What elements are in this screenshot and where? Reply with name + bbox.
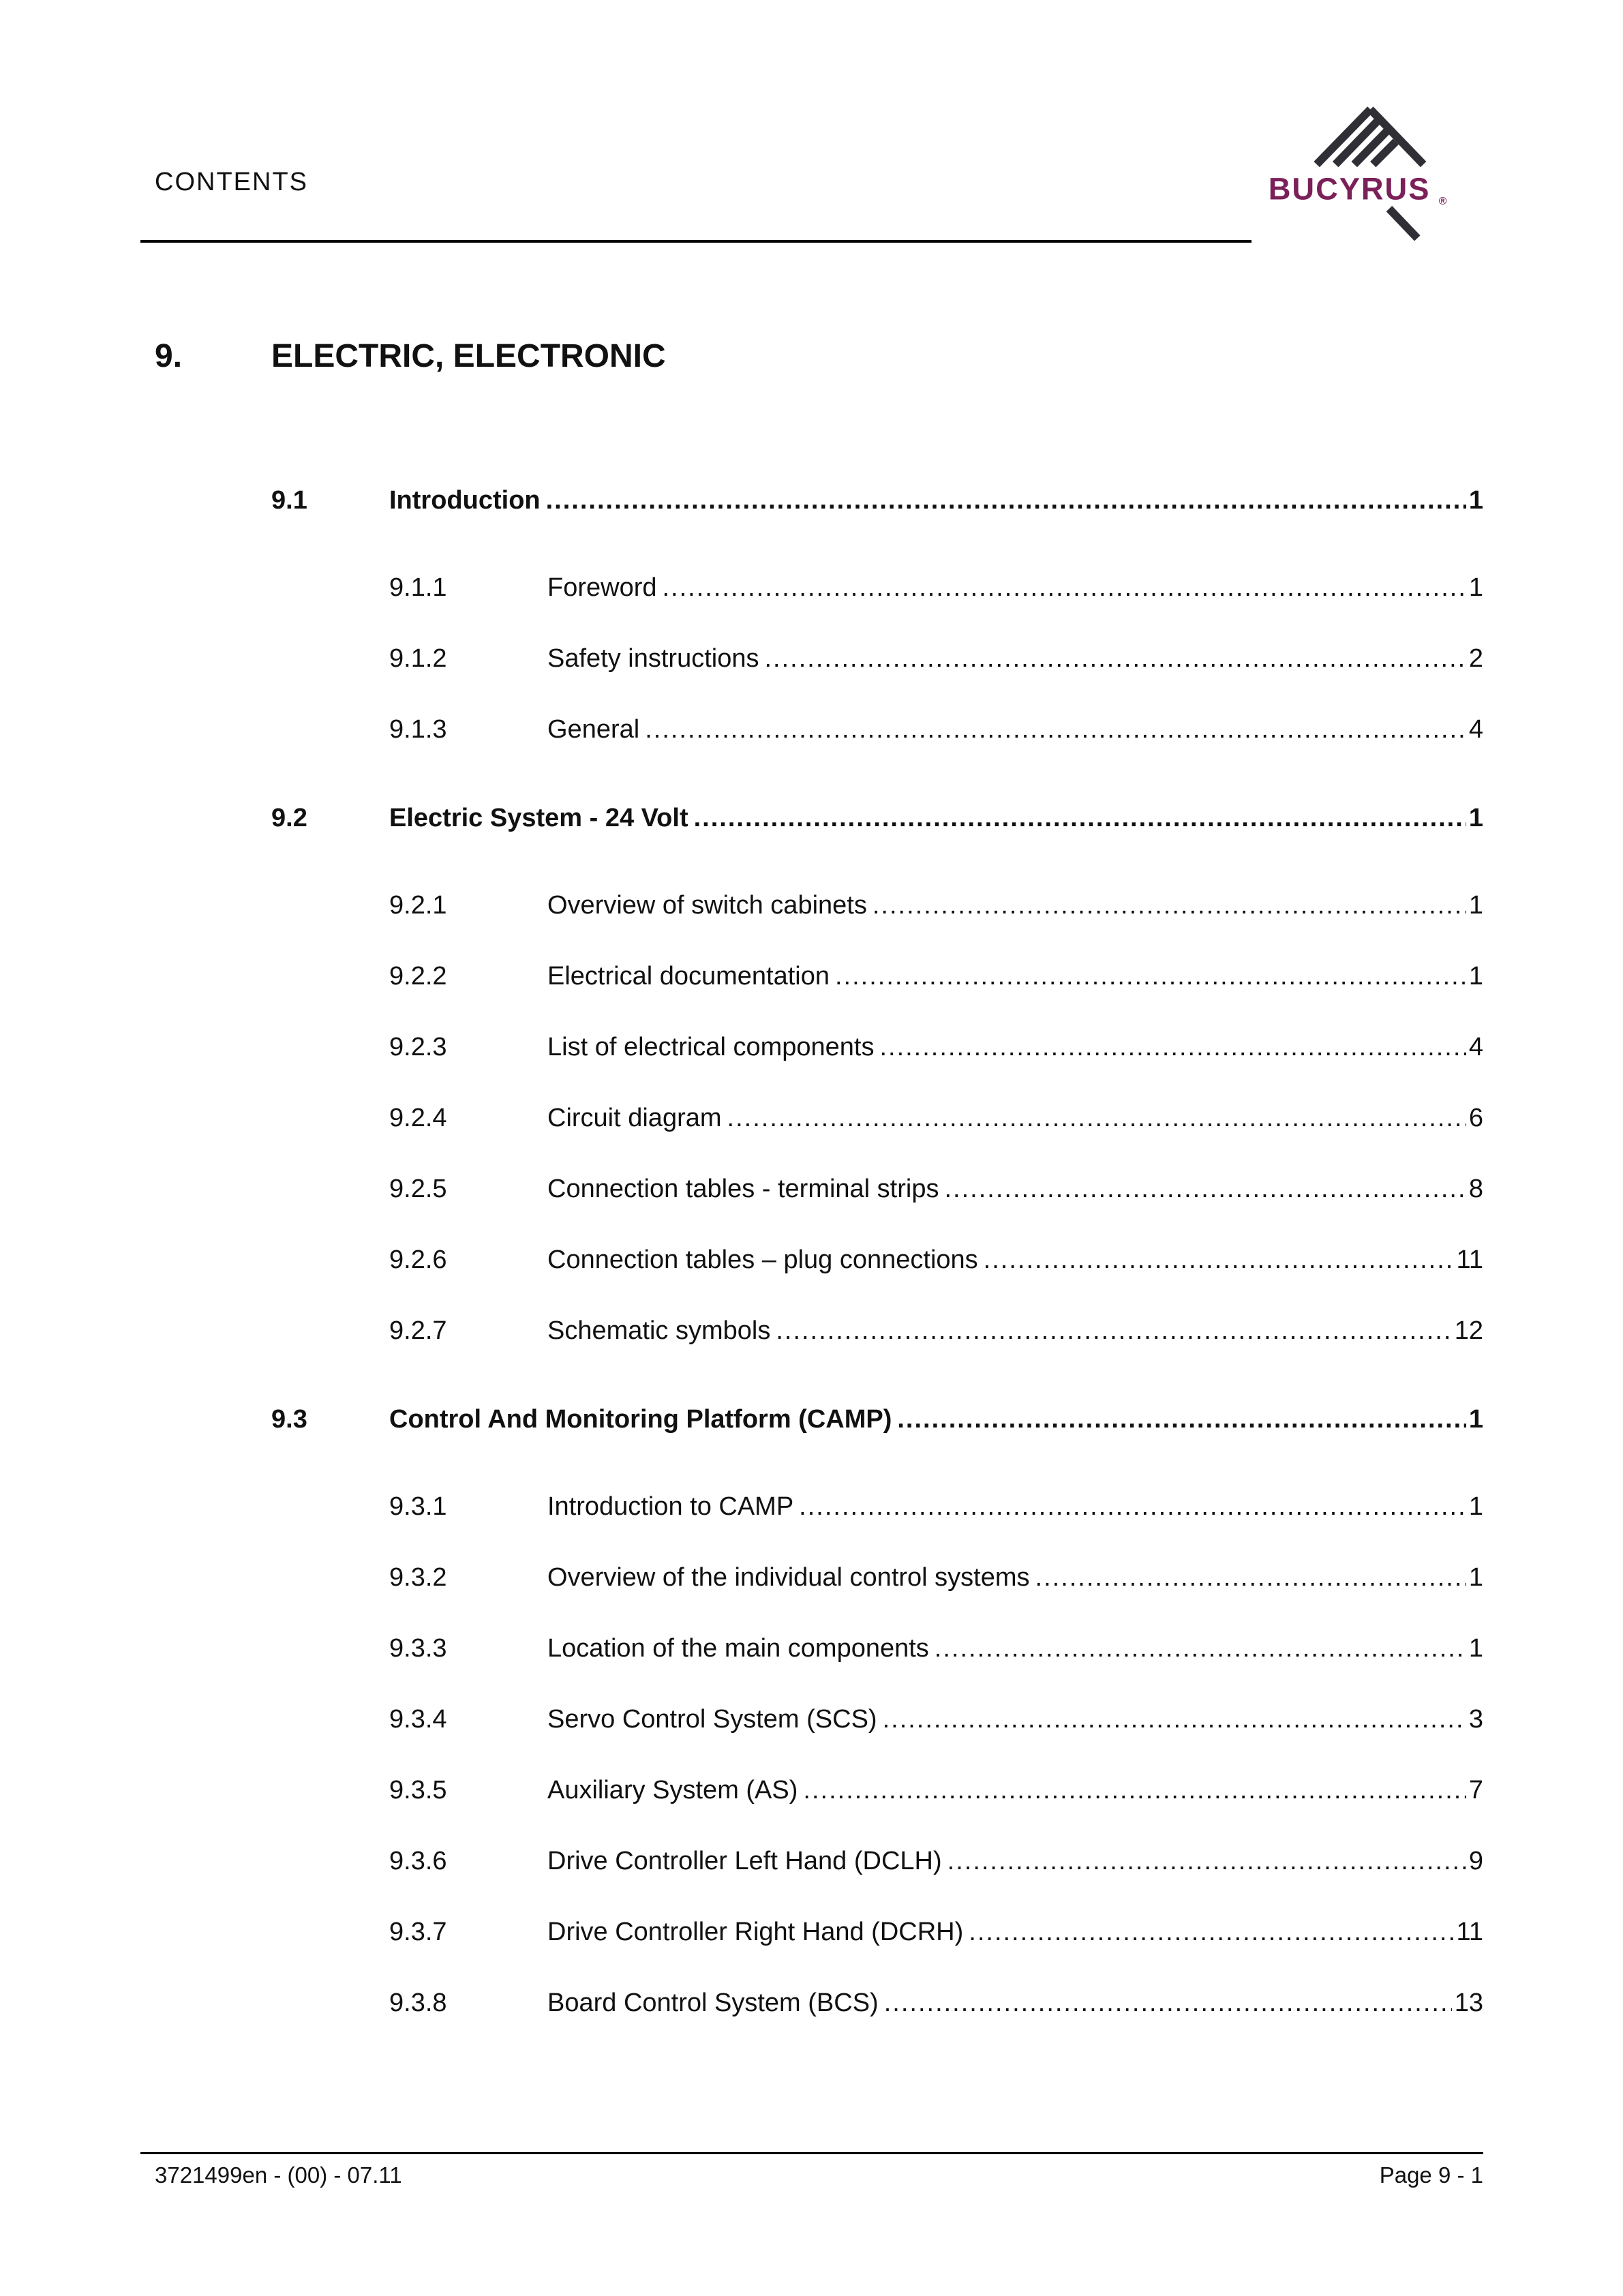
toc-entry-page: 1: [1468, 1633, 1483, 1663]
toc-entry-title: Schematic symbols: [547, 1316, 771, 1345]
toc-entry-page: 4: [1468, 714, 1483, 744]
toc-leader-dots: [897, 1405, 1466, 1434]
toc-entry-title: Connection tables – plug connections: [547, 1245, 978, 1274]
chapter-title: ELECTRIC, ELECTRONIC: [271, 338, 666, 374]
toc-entry-page: 2: [1468, 644, 1483, 673]
toc-entry: [271, 1897, 1483, 1967]
toc-entry: [271, 1684, 1483, 1755]
toc-entry: [271, 1755, 1483, 1826]
toc-entry: [271, 783, 1483, 854]
toc-entry-title: Drive Controller Left Hand (DCLH): [547, 1846, 942, 1875]
toc-entry-number: 9.1.3: [389, 714, 447, 744]
toc-entry: [271, 623, 1483, 694]
toc-entry-number: 9.2.7: [389, 1316, 447, 1345]
toc-entry-page: 1: [1468, 1562, 1483, 1592]
header-title: CONTENTS: [155, 168, 308, 196]
toc-entry-title: General: [547, 714, 640, 744]
toc-leader-dots: [1035, 1563, 1466, 1592]
toc-entry-number: 9.3.5: [389, 1775, 447, 1804]
toc-entry: [271, 465, 1483, 536]
bucyrus-chevron-icon: [1317, 109, 1424, 164]
toc-leader-dots: [803, 1776, 1466, 1805]
toc-entry: [271, 552, 1483, 623]
toc-leader-dots: [883, 1705, 1466, 1734]
toc-entry-page: 12: [1454, 1316, 1483, 1345]
toc-entry-number: 9.2.1: [389, 890, 447, 920]
toc-entry-page: 1: [1468, 573, 1483, 602]
bucyrus-tail-stripe-icon: [1389, 209, 1417, 238]
toc-entry-number: 9.3.1: [389, 1492, 447, 1521]
toc-leader-dots: [835, 962, 1466, 991]
toc-entry-number: 9.2.3: [389, 1032, 447, 1061]
chapter-number: 9.: [155, 338, 183, 374]
toc-entry-title: Location of the main components: [547, 1633, 929, 1663]
toc-entry-title: Connection tables - terminal strips: [547, 1174, 939, 1203]
toc-entry-page: 7: [1468, 1775, 1483, 1804]
toc-leader-dots: [884, 1989, 1452, 2018]
toc-entry-number: 9.3: [271, 1404, 307, 1434]
toc-entry: [271, 1967, 1483, 2038]
toc-leader-dots: [776, 1316, 1451, 1346]
toc-entry-title: Auxiliary System (AS): [547, 1775, 798, 1804]
toc-entry-page: 9: [1468, 1846, 1483, 1875]
bucyrus-logo: [1258, 99, 1472, 242]
toc-entry-title: Overview of the individual control systems: [547, 1562, 1030, 1592]
toc-entry-number: 9.3.4: [389, 1704, 447, 1734]
toc-leader-dots: [764, 644, 1466, 674]
footer-divider: [140, 2152, 1483, 2154]
toc-entry: [271, 1613, 1483, 1684]
toc-leader-dots: [799, 1492, 1466, 1522]
chapter-heading: [155, 337, 666, 375]
toc-entry-page: 1: [1468, 961, 1483, 991]
registered-trademark-symbol: ®: [1438, 196, 1447, 208]
toc-entry-number: 9.2.5: [389, 1174, 447, 1203]
toc-entry-number: 9.1: [271, 485, 307, 515]
toc-leader-dots: [694, 804, 1466, 833]
toc-leader-dots: [873, 891, 1466, 920]
toc-entry-number: 9.1.1: [389, 573, 447, 602]
toc-leader-dots: [935, 1634, 1466, 1663]
bucyrus-logo-graphic: [1258, 99, 1472, 242]
toc-leader-dots: [645, 715, 1466, 744]
toc-list: [271, 447, 1483, 2038]
toc-entry-title: Circuit diagram: [547, 1103, 722, 1132]
toc-entry-number: 9.3.3: [389, 1633, 447, 1663]
toc-leader-dots: [969, 1918, 1453, 1947]
toc-entry: [271, 694, 1483, 765]
toc-entry-number: 9.3.8: [389, 1988, 447, 2017]
footer-page-number: Page 9 - 1: [1379, 2162, 1483, 2188]
toc-entry-title: Electric System - 24 Volt: [389, 803, 688, 832]
toc-entry-page: 13: [1454, 1988, 1483, 2017]
toc-entry-page: 6: [1468, 1103, 1483, 1132]
toc-entry: [271, 1384, 1483, 1455]
toc-entry-number: 9.2: [271, 803, 307, 832]
bucyrus-wordmark: BUCYRUS: [1268, 171, 1431, 207]
toc-entry-title: Board Control System (BCS): [547, 1988, 879, 2017]
toc-entry: [271, 870, 1483, 941]
toc-entry: [271, 1083, 1483, 1153]
toc-entry-page: 1: [1468, 485, 1483, 515]
toc-leader-dots: [663, 573, 1466, 603]
toc-entry-title: Introduction to CAMP: [547, 1492, 794, 1521]
toc-entry-number: 9.2.2: [389, 961, 447, 991]
toc-entry-title: Overview of switch cabinets: [547, 890, 867, 920]
toc-entry-page: 1: [1468, 890, 1483, 920]
header-divider: [140, 240, 1252, 243]
toc-entry-number: 9.3.6: [389, 1846, 447, 1875]
toc-leader-dots: [947, 1847, 1466, 1876]
toc-entry-title: Drive Controller Right Hand (DCRH): [547, 1917, 964, 1946]
toc-leader-dots: [984, 1245, 1454, 1275]
toc-entry-title: Introduction: [389, 485, 541, 515]
toc-entry-page: 1: [1468, 803, 1483, 832]
toc-entry-page: 11: [1456, 1917, 1483, 1946]
toc-entry-page: 11: [1456, 1245, 1483, 1274]
toc-entry-title: Servo Control System (SCS): [547, 1704, 877, 1734]
toc-entry: [271, 1471, 1483, 1542]
toc-entry-page: 3: [1468, 1704, 1483, 1734]
toc-entry-title: Safety instructions: [547, 644, 759, 673]
toc-leader-dots: [727, 1104, 1466, 1133]
toc-entry-page: 1: [1468, 1404, 1483, 1434]
toc-entry-title: Foreword: [547, 573, 657, 602]
toc-entry-number: 9.2.4: [389, 1103, 447, 1132]
toc-entry-number: 9.1.2: [389, 644, 447, 673]
toc-entry: [271, 1826, 1483, 1897]
toc-entry-page: 4: [1468, 1032, 1483, 1061]
toc-entry: [271, 1542, 1483, 1613]
toc-entry-number: 9.3.2: [389, 1562, 447, 1592]
toc-entry-page: 8: [1468, 1174, 1483, 1203]
footer-document-ref: 3721499en - (00) - 07.11: [155, 2162, 402, 2188]
toc-entry: [271, 1295, 1483, 1366]
toc-entry-title: List of electrical components: [547, 1032, 875, 1061]
toc-leader-dots: [546, 486, 1466, 515]
toc-entry: [271, 1153, 1483, 1224]
toc-entry-title: Control And Monitoring Platform (CAMP): [389, 1404, 892, 1434]
toc-entry-number: 9.3.7: [389, 1917, 447, 1946]
toc-entry-title: Electrical documentation: [547, 961, 830, 991]
toc-leader-dots: [944, 1175, 1466, 1204]
toc-entry: [271, 1224, 1483, 1295]
toc-leader-dots: [879, 1033, 1466, 1062]
toc-entry-number: 9.2.6: [389, 1245, 447, 1274]
toc-entry-page: 1: [1468, 1492, 1483, 1521]
toc-entry: [271, 1012, 1483, 1083]
toc-entry: [271, 941, 1483, 1012]
